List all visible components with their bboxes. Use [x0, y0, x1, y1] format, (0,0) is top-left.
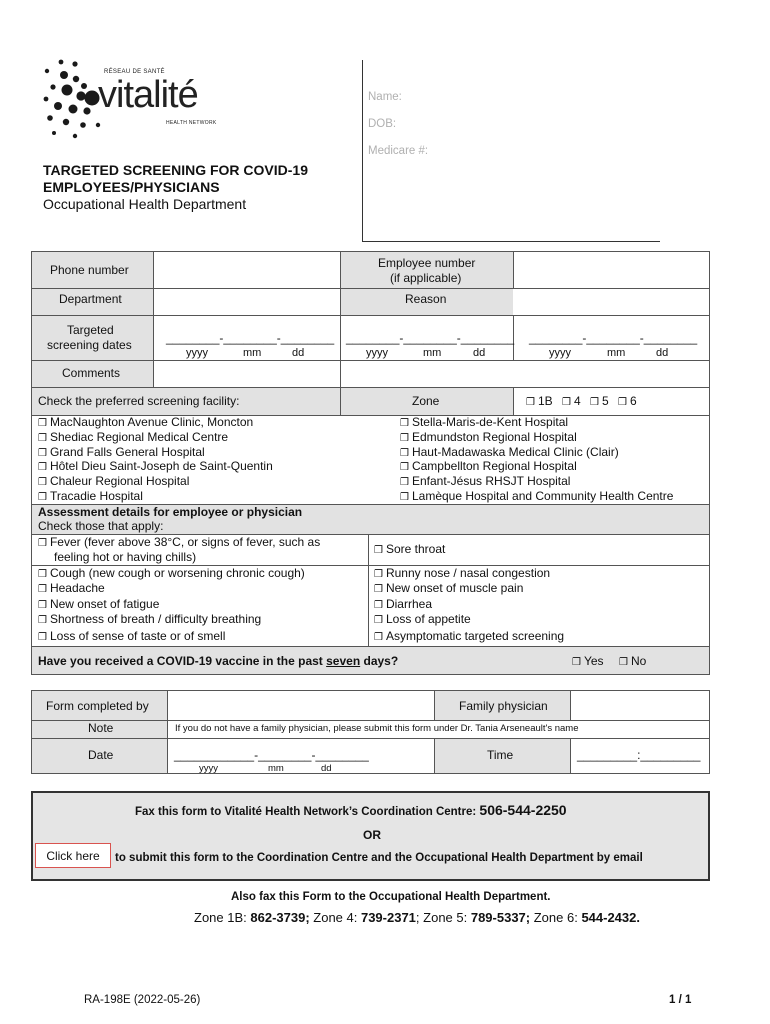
facility-option[interactable]: ❒ MacNaughton Avenue Clinic, Moncton: [38, 415, 254, 429]
facility-option[interactable]: ❒ Hôtel Dieu Saint-Joseph de Saint-Quentin: [38, 459, 273, 473]
assessment-title: Assessment details for employee or physician: [38, 505, 303, 519]
form-title-line1: TARGETED SCREENING FOR COVID-19: [43, 162, 308, 178]
patient-name-label: Name:: [368, 91, 402, 103]
facility-option[interactable]: ❒ Tracadie Hospital: [38, 489, 143, 503]
date-2-dd: dd: [473, 347, 486, 359]
date-1-dd: dd: [292, 347, 305, 359]
reason-label: Reason: [405, 292, 447, 306]
zone-options: [526, 394, 637, 411]
zone-6-checkbox[interactable]: ❒ 6: [618, 394, 637, 408]
vaccine-question: Have you received a COVID-19 vaccine in the past seven days?: [38, 654, 399, 668]
symptom-checkbox[interactable]: ❒ New onset of fatigue: [38, 597, 160, 611]
fax-instructions-box: [31, 791, 710, 881]
targeted-label-1: Targeted: [67, 323, 114, 337]
department-label: Department: [59, 292, 122, 306]
date-2-mm: mm: [423, 347, 442, 359]
time-label: Time: [487, 748, 514, 762]
symptom-checkbox[interactable]: ❒ New onset of muscle pain: [374, 581, 524, 595]
phone-number-field[interactable]: [154, 252, 340, 288]
symptom-checkbox[interactable]: ❒ Cough (new cough or worsening chronic cough): [38, 566, 305, 580]
date-1-mm: mm: [243, 347, 262, 359]
fax-email-instruction: to submit this form to the Coordination Centre and the Occupational Health Department by email: [115, 852, 643, 864]
facility-option[interactable]: ❒ Chaleur Regional Hospital: [38, 474, 190, 488]
employee-number-label-2: (if applicable): [390, 271, 462, 285]
facility-option[interactable]: ❒ Enfant-Jésus RHSJT Hospital: [400, 474, 571, 488]
logo-wordmark: vitalité: [98, 74, 198, 116]
date-2-yyyy: yyyy: [366, 347, 388, 359]
completion-form: [31, 690, 710, 774]
logo-bottom-text: HEALTH NETWORK: [166, 120, 217, 126]
date-3-dd: dd: [656, 347, 669, 359]
zone-4-checkbox[interactable]: ❒ 4: [562, 394, 581, 408]
time-field[interactable]: _________:_________: [577, 748, 701, 762]
date-1-yyyy: yyyy: [186, 347, 208, 359]
symptom-checkbox[interactable]: ❒ Loss of appetite: [374, 612, 471, 626]
symptom-checkbox[interactable]: ❒ Runny nose / nasal congestion: [374, 566, 551, 580]
completion-date-dd: dd: [321, 763, 332, 774]
reason-field[interactable]: [514, 289, 709, 315]
facility-option[interactable]: ❒ Campbellton Regional Hospital: [400, 459, 577, 473]
phone-number-label: Phone number: [50, 263, 129, 277]
employee-number-label-1: Employee number: [378, 256, 476, 270]
facility-option[interactable]: ❒ Edmundston Regional Hospital: [400, 430, 577, 444]
facility-option[interactable]: ❒ Grand Falls General Hospital: [38, 445, 205, 459]
logo-top-text: RÉSEAU DE SANTÉ: [104, 69, 165, 75]
department-field[interactable]: [154, 289, 340, 315]
symptom-sore-throat-checkbox[interactable]: ❒ Sore throat: [374, 542, 446, 556]
symptom-fever-line2: feeling hot or having chills): [54, 550, 197, 564]
note-text: If you do not have a family physician, please submit this form under Dr. Tania Arseneault's name: [175, 723, 579, 734]
zone-fax-numbers: Zone 1B: 862-3739; Zone 4: 739-2371; Zone 5: 789-5337; Zone 6: 544-2432.: [194, 910, 640, 925]
form-code: RA-198E (2022-05-26): [84, 994, 201, 1006]
screening-date-1[interactable]: ________-________-________: [166, 331, 335, 345]
date-3-mm: mm: [607, 347, 626, 359]
fax-phone: 506-544-2250: [479, 802, 567, 818]
symptom-checkbox[interactable]: ❒ Shortness of breath / difficulty breathing: [38, 612, 262, 626]
zone-label: Zone: [412, 394, 440, 408]
click-here-button[interactable]: Click here: [35, 843, 111, 868]
assessment-subtitle: Check those that apply:: [38, 519, 164, 533]
patient-medicare-label: Medicare #:: [368, 145, 429, 157]
targeted-label-2: screening dates: [47, 338, 132, 352]
completion-date-mm: mm: [268, 763, 284, 774]
comments-field[interactable]: [154, 361, 709, 387]
vaccine-no-checkbox[interactable]: ❒ No: [619, 654, 647, 668]
symptom-checkbox[interactable]: ❒ Diarrhea: [374, 597, 432, 611]
symptom-checkbox[interactable]: ❒ Asymptomatic targeted screening: [374, 629, 565, 643]
facility-option[interactable]: ❒ Haut-Madawaska Medical Clinic (Clair): [400, 445, 619, 459]
also-fax-text: Also fax this Form to the Occupational Health Department.: [231, 891, 551, 903]
date-label: Date: [88, 748, 114, 762]
zone-5-checkbox[interactable]: ❒ 5: [590, 394, 609, 408]
screening-form: [31, 251, 710, 675]
family-physician-field[interactable]: [571, 691, 709, 720]
comments-label: Comments: [62, 366, 121, 380]
symptom-checkbox[interactable]: ❒ Headache: [38, 581, 105, 595]
form-completed-by-field[interactable]: [168, 691, 434, 720]
symptom-fever-checkbox[interactable]: ❒ Fever (fever above 38°C, or signs of fever, such as: [38, 535, 321, 549]
patient-dob-label: DOB:: [368, 118, 397, 130]
date-3-yyyy: yyyy: [549, 347, 571, 359]
zone-1b-checkbox[interactable]: ❒ 1B: [526, 394, 553, 408]
form-subtitle: Occupational Health Department: [43, 196, 247, 212]
vaccine-yes-checkbox[interactable]: ❒ Yes: [572, 654, 604, 668]
completion-date-yyyy: yyyy: [199, 763, 218, 774]
family-physician-label: Family physician: [459, 699, 548, 713]
form-title-line2: EMPLOYEES/PHYSICIANS: [43, 179, 220, 195]
facility-option[interactable]: ❒ Stella-Maris-de-Kent Hospital: [400, 415, 569, 429]
facility-prompt: Check the preferred screening facility:: [38, 394, 240, 408]
completion-date-field[interactable]: ____________-________-________: [174, 748, 369, 762]
fax-or: OR: [363, 828, 381, 842]
facility-option[interactable]: ❒ Shediac Regional Medical Centre: [38, 430, 229, 444]
facility-option[interactable]: ❒ Lamèque Hospital and Community Health Centre: [400, 489, 674, 503]
screening-date-3[interactable]: ________-________-________: [529, 331, 698, 345]
fax-line: Fax this form to Vitalité Health Network’s Coordination Centre: 506-544-2250: [135, 802, 567, 818]
note-label: Note: [88, 721, 114, 735]
symptom-checkbox[interactable]: ❒ Loss of sense of taste or of smell: [38, 629, 226, 643]
employee-number-field[interactable]: [514, 252, 709, 288]
page-number: 1 / 1: [669, 994, 692, 1006]
screening-date-2[interactable]: ________-________-________: [346, 331, 515, 345]
form-completed-by-label: Form completed by: [46, 699, 149, 713]
